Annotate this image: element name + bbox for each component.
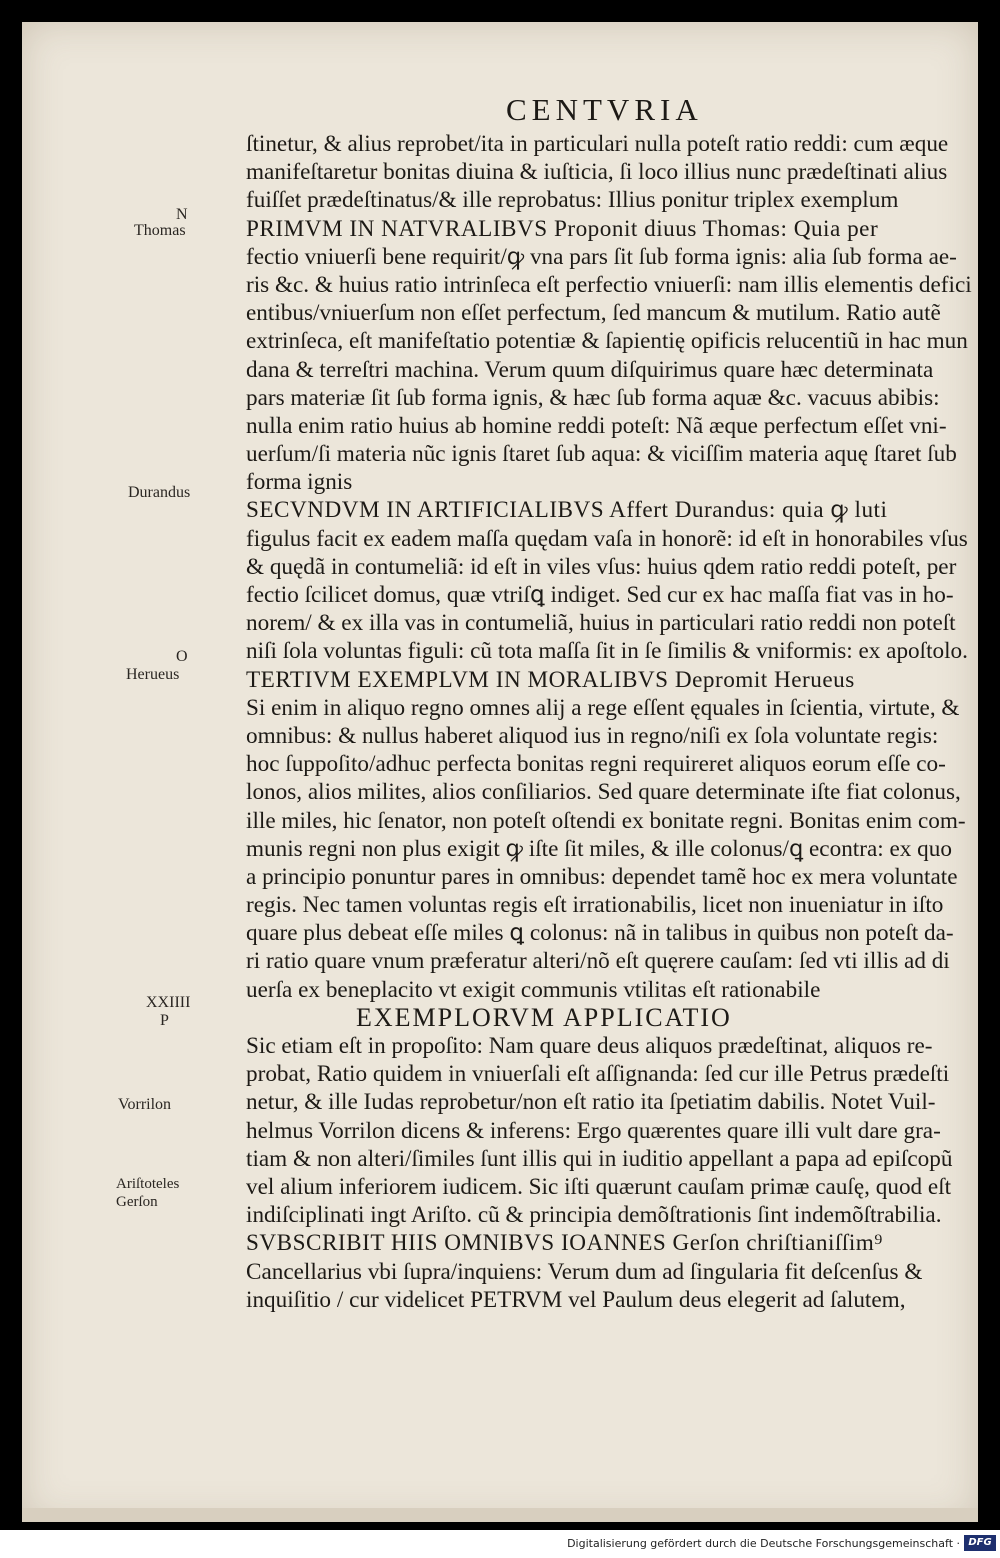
text-line: fectio ſcilicet domus, quæ vtriſꝗ indiget. Sed cur ex hac maſſa fiat vas in ho- [246, 582, 954, 608]
text-line: fuiſſet prædeſtinatus/& ille reprobatus: Illius ponitur triplex exemplum [246, 187, 899, 214]
text-line: omnibus: & nullus haberet aliquod ius in regno/niſi ex ſola voluntate regis: [246, 722, 939, 749]
section-heading-primum: PRIMVM IN NATVRALIBVS Proponit diuus Thomas: Quia per [246, 215, 879, 242]
margin-letter-o: O [176, 648, 188, 665]
section-heading-secundum: SECVNDVM IN ARTIFICIALIBVS Affert Durandus: quia ꝙ luti [246, 497, 888, 524]
text-line: figulus facit ex eadem maſſa quędam vaſa in honorẽ: id eſt in honorabiles vſus [246, 525, 968, 552]
text-line: entibus/vniuerſum non eſſet perfectum, ſed mancum & mutilum. Ratio autẽ [246, 300, 941, 327]
text-line: pars materiæ ſit ſub forma ignis, & hæc ſub forma aquæ &c. vacuus abibis: [246, 384, 940, 411]
text-line: ille miles, hic ſenator, non poteſt oſtendi ex bonitate regni. Bonitas enim com- [246, 807, 966, 834]
text-line: uerſa ex beneplacito vt exigit communis vtilitas eſt rationabile [246, 976, 821, 1003]
text-line: nulla enim ratio huius ab homine reddi poteſt: Nã æque perfectum eſſet vni- [246, 412, 947, 439]
margin-note-durandus: Durandus [128, 484, 191, 501]
body-text [246, 130, 972, 1314]
margin-letter-n: N [176, 206, 188, 223]
margin-note-thomas: Thomas [134, 222, 186, 239]
text-line: tiam & non alteri/ſimiles ſunt illis qui in iuditio appellant a papa ad epiſcopũ [246, 1145, 953, 1172]
text-line: fectio vniuerſi bene requirit/ꝙ vna pars ſit ſub forma ignis: alia ſub forma ae- [246, 243, 957, 270]
text-line: ſtinetur, & alius reprobet/ita in particulari nulla poteſt ratio reddi: cum æque [246, 131, 949, 157]
section-heading-subscribit: SVBSCRIBIT HIIS OMNIBVS IOANNES Gerſon chriſtianiſſim⁹ [246, 1230, 883, 1257]
text-line: lonos, alios milites, alios conſiliarios. Sed quare determinate iſte fiat colonus, [246, 779, 961, 806]
text-line: uerſum/ſi materia nũc ignis ſtaret ſub aqua: & viciſſim materia aquę ſtaret ſub [246, 441, 957, 468]
text-line: netur, & ille Iudas reprobetur/non eſt ratio ita ſpetiatim dabilis. Notet Vuil- [246, 1089, 936, 1116]
section-heading-tertium: TERTIVM EXEMPLVM IN MORALIBVS Depromit Herueus [246, 666, 855, 693]
text-line: probat, Ratio quidem in vniuerſali eſt aſſignanda: ſed cur ille Petrus prædeſti [246, 1061, 950, 1088]
text-line: dana & terreſtri machina. Verum quum diſquirimus quare hæc determinata [246, 356, 934, 383]
text-line: Cancellarius vbi ſupra/inquiens: Verum dum ad ſingularia fit deſcenſus & [246, 1258, 923, 1285]
text-line: & quędã in contumeliã: id eſt in viles vſus: huius qdem ratio reddi poteſt, per [246, 553, 957, 580]
text-line: helmus Vorrilon dicens & inferens: Ergo quærentes quare illi vult dare gra- [246, 1117, 941, 1144]
text-line: vel alium inferiorem iudicem. Sic iſti quærunt cauſam primæ cauſę, quod eſt [246, 1173, 952, 1200]
text-line: norem/ & ex illa vas in contumeliã, huius in particulari ratio reddi non poteſt [246, 610, 956, 637]
section-heading-applicatio: EXEMPLORVM APPLICATIO [356, 1002, 732, 1032]
text-line: Si enim in aliquo regno omnes alij a rege eſſent ęquales in ſcientia, virtute, & [246, 694, 960, 721]
text-line: niſi ſola voluntas figuli: cũ tota maſſa ſit in ſe ſimilis & vniformis: ex apoſtolo. [246, 638, 968, 665]
text-line: indiſciplinati ingt Ariſto. cũ & principia demõſtrationis ſint indemõſtrabilia. [246, 1202, 942, 1229]
text-line: ri ratio quare vnum præferatur alteri/nõ eſt quęrere cauſam: ſed vti illis ad di [246, 948, 950, 975]
text-line: Sic etiam eſt in propoſito: Nam quare deus aliquos prædeſtinat, aliquos re- [246, 1033, 933, 1059]
footer-credit: Digitalisierung gefördert durch die Deutsche Forschungsgemeinschaft · [567, 1537, 960, 1550]
dfg-logo-icon: DFG [964, 1535, 996, 1551]
page-edge [22, 1508, 978, 1522]
text-line: forma ignis [246, 469, 353, 496]
text-line: regis. Nec tamen voluntas regis eſt irrationabilis, licet non inueniatur in iſto [246, 892, 944, 919]
footer-bar [0, 1530, 1000, 1558]
text-line: hoc ſuppoſito/adhuc perfecta bonitas regni requireret aliquos eorum eſſe co- [246, 751, 946, 778]
text-line: ris &c. & huius ratio intrinſeca eſt perfectio vniuerſi: nam illis elementis defici [246, 271, 972, 298]
text-line: a principio ponuntur pares in omnibus: dependet tamẽ hoc ex mera voluntate [246, 863, 958, 890]
margin-note-xxiiii: XXIIII [146, 994, 191, 1011]
text-line: inquiſitio / cur videlicet PETRVM vel Paulum deus elegerit ad ſalutem, [246, 1286, 906, 1313]
margin-note-herueus: Herueus [126, 666, 180, 683]
margin-note-gerson: Gerſon [116, 1194, 158, 1210]
margin-note-aristoteles: Ariſtoteles [116, 1176, 180, 1192]
text-line: manifeſtaretur bonitas diuina & iuſticia, ſi loco illius nunc prædeſtinati alius [246, 159, 948, 186]
margin-note-vorrilon: Vorrilon [118, 1096, 172, 1113]
margin-letter-p: P [160, 1012, 169, 1029]
text-line: extrinſeca, eſt manifeſtatio potentiæ & ſapientię opificis relucentiũ in hac mun [246, 328, 968, 355]
text-line: quare plus debeat eſſe miles ꝗ colonus: nã in talibus in quibus non poteſt da- [246, 920, 954, 947]
running-head: CENTVRIA [506, 92, 703, 127]
text-line: munis regni non plus exigit ꝙ iſte ſit miles, & ille colonus/ꝗ econtra: ex quo [246, 835, 952, 862]
